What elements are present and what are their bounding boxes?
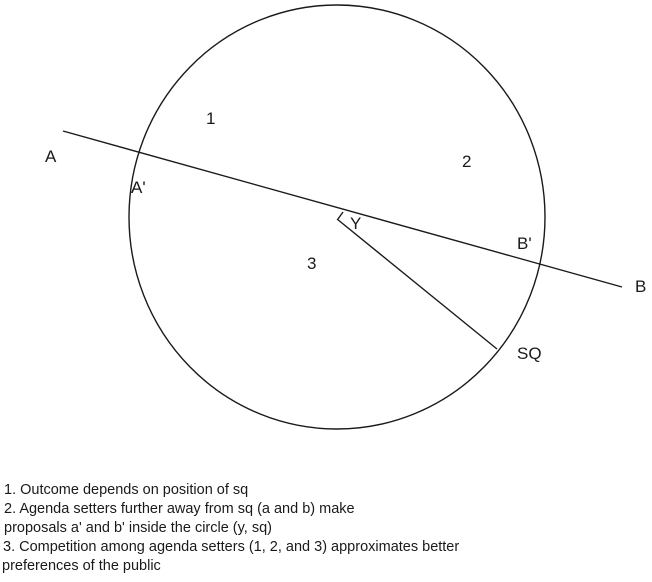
preference-circle: [129, 5, 545, 429]
label-b: B: [635, 277, 647, 296]
label-y: Y: [350, 214, 362, 233]
note-line-1: 1. Outcome depends on position of sq: [4, 482, 249, 498]
line-y-sq: [337, 219, 497, 349]
label-a-prime: A': [131, 178, 146, 197]
label-region-1: 1: [206, 109, 216, 128]
note-line-2: 2. Agenda setters further away from sq (a and b) make: [4, 501, 355, 517]
label-b-prime: B': [517, 234, 532, 253]
note-line-4: 3. Competition among agenda setters (1, 2, and 3) approximates better: [3, 539, 460, 555]
line-a-b: [63, 131, 622, 287]
note-line-3: proposals a' and b' inside the circle (y, sq): [4, 520, 273, 536]
label-a: A: [45, 147, 57, 166]
note-line-5: preferences of the public: [2, 558, 161, 574]
y-tick-mark: [338, 212, 343, 219]
label-region-2: 2: [462, 152, 472, 171]
label-sq: SQ: [517, 344, 542, 363]
notes-block: [0, 481, 652, 576]
label-region-3: 3: [307, 254, 317, 273]
